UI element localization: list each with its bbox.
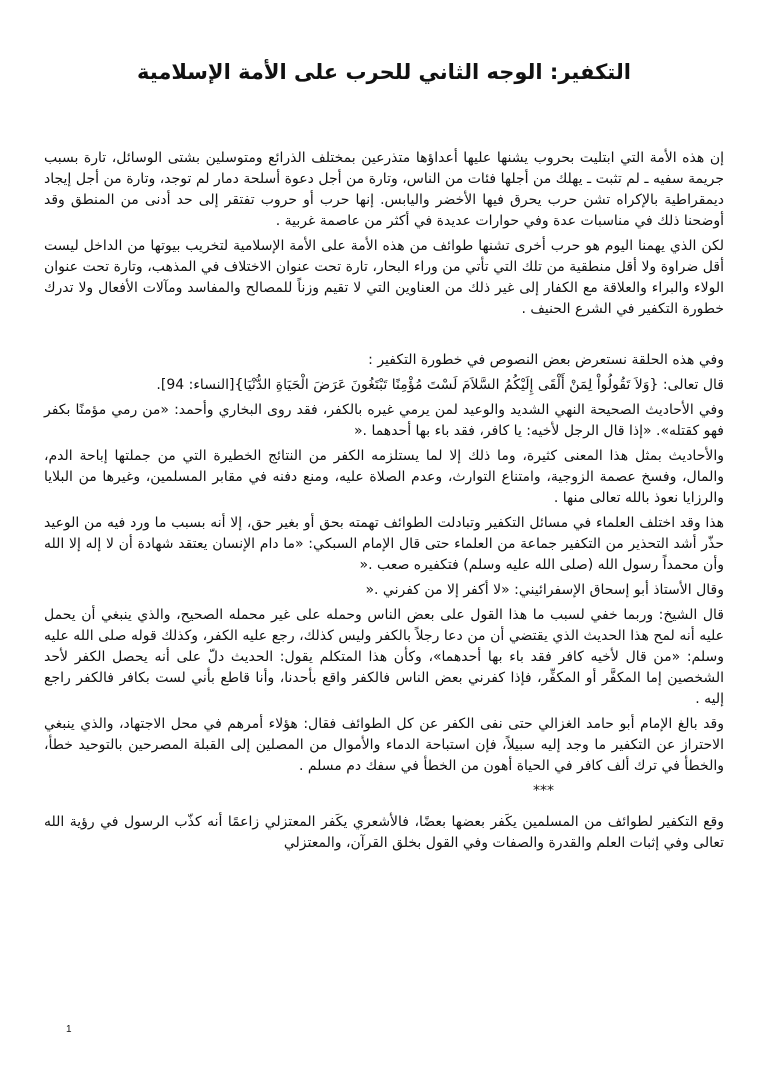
paragraph: وقع التكفير لطوائف من المسلمين يكَفر بعضها بعضًا، فالأشعري يكَفر المعتزلي زاعمًا أنه كذّب الرسول في رؤية الله تعالى وفي إثبات العلم والقدرة والصفات وفي القول بخلق القرآن، والمعتزلي [44,814,724,851]
paragraph: وفي هذه الحلقة نستعرض بعض النصوص في خطورة التكفير : [368,352,724,368]
paragraph: إن هذه الأمة التي ابتليت بحروب يشنها عليها أعداؤها متذرعين بمختلف الذرائع ومتوسلين بشتى الوسائل، تارة بسبب جريمة سفيه ـ لم تثبت ـ يهلك من أجلها فئات من الناس، وتارة من أجل دعوة أسلحة دمار لم توجد، وتارة من أجل إيجاد ديمقراطية بالإكراه تشن حرب يحرق فيها الأخضر واليابس. إنها حرب أو حروب تفتقر إلى حد أدنى من المنطق وقد أوضحنا ذلك في مناسبات عدة وفي حوارات عديدة في أكثر من عاصمة غربية . [44,150,724,229]
paragraph: وقد بالغ الإمام أبو حامد الغزالي حتى نفى الكفر عن كل الطوائف فقال: هؤلاء أمرهم في محل الاجتهاد، والذي ينبغي الاحتراز عن التكفير ما وجد إليه سبيلاً، فإن استباحة الدماء والأموال من المصلين إلى القبلة المصرحين بالتوحيد خطأ، والخطأ في ترك ألف كافر في الحياة أهون من الخطأ في سفك دم مسلم . [44,716,724,774]
paragraph: هذا وقد اختلف العلماء في مسائل التكفير وتبادلت الطوائف تهمته بحق أو بغير حق، إلا أنه بسبب ما ورد فيه من الوعيد حذّر أشد التحذير من التكفير جماعة من العلماء حتى قال الإمام السبكي: «ما دام الإنسان يعتقد شهادة أن لا إله إلا الله وأن محمداً رسول الله (صلى الله عليه وسلم) فتكفيره صعب .« [44,515,724,573]
quran-verse: قال تعالى: {وَلاَ تَقُولُواْ لِمَنْ أَلْقَى إِلَيْكُمُ السَّلاَمَ لَسْتَ مُؤْمِنًا تَبْتَغُونَ عَرَضَ الْحَيَاةِ الدُّنْيَا}[النساء: 94]. [156,377,724,393]
section-separator: *** [533,783,554,799]
page-number: 1 [66,1024,72,1035]
paragraph: والأحاديث بمثل هذا المعنى كثيرة، وما ذلك إلا لما يستلزمه الكفر من النتائج الخطيرة التي من جملتها إباحة الدم، والمال، وفسخ عصمة الزوجية، وامتناع التوارث، وعدم الصلاة عليه، ومنع دفنه في مقابر المسلمين، وغيرها من البلايا والرزايا نعوذ بالله تعالى منها . [44,448,724,506]
document-title: التكفير: الوجه الثاني للحرب على الأمة الإسلامية [137,60,631,84]
document-body [44,148,724,858]
paragraph: قال الشيخ: وربما خفي لسبب ما هذا القول على بعض الناس وحمله على غير محمله الصحيح، والذي ينبغي أن يحمل عليه أنه لمح هذا الحديث الذي يقتضي أن من دعا رجلاً بالكفر وليس كذلك، رجع عليه الكفر، وكذلك قوله صلى الله عليه وسلم: «من قال لأخيه كافر فقد باء بها أحدهما»، وكأن هذا المتكلم يقول: الحديث دلّ على أنه يحصل الكفر لأحد الشخصين إما المكفَّر أو المكفِّر، فإذا كفرني بعض الناس فالكفر واقع بأحدنا، وأنا قاطع بأني لست بكافر فالكفر راجع إليه . [44,607,724,707]
paragraph: وفي الأحاديث الصحيحة النهي الشديد والوعيد لمن يرمي غيره بالكفر، فقد روى البخاري وأحمد: «من رمي مؤمنًا بكفر فهو كقتله». «إذا قال الرجل لأخيه: يا كافر، فقد باء بها أحدهما .« [44,402,724,439]
paragraph: وقال الأستاذ أبو إسحاق الإسفرائيني: «لا أكفر إلا من كفرني .« [365,582,724,598]
paragraph: لكن الذي يهمنا اليوم هو حرب أخرى تشنها طوائف من هذه الأمة على الأمة الإسلامية لتخريب بيوتها من الداخل ليست أقل ضراوة ولا أقل منطقية من تلك التي تأتي من وراء البحار، تارة تحت عنوان الاختلاف في المذهب، وتارة تحت عنوان الولاء والبراء والعلاقة مع الكفار إلى غير ذلك من العناوين التي لا تقيم وزناً للمصالح والمفاسد ومآلات الأفعال ولا تدرك خطورة التكفير في الشرع الحنيف . [44,238,724,317]
